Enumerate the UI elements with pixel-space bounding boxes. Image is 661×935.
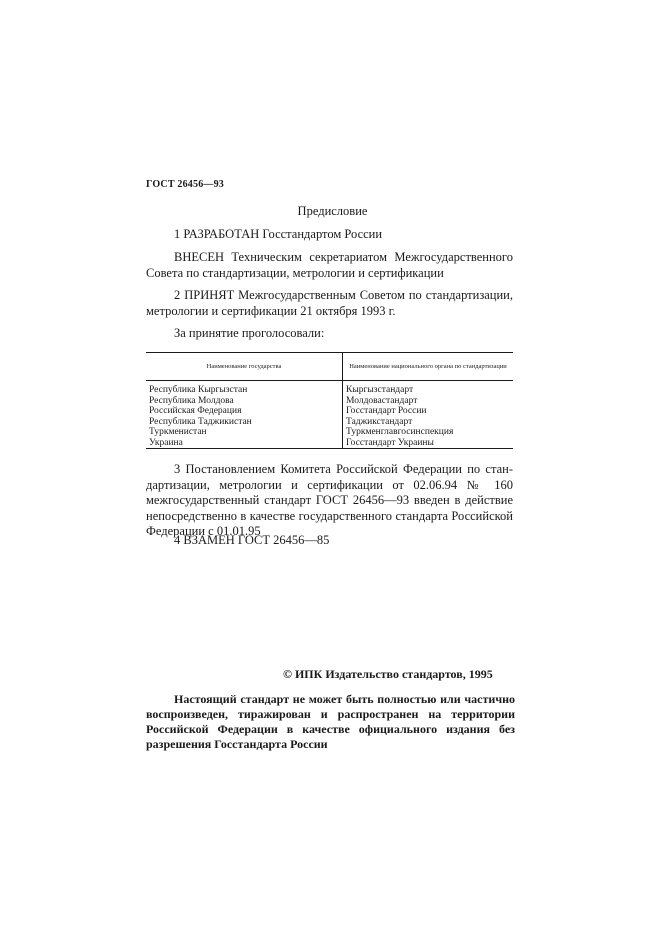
copyright-notice: © ИПК Издательство стандартов, 1995 (283, 667, 493, 681)
national-body-cell: Молдовастандарт (346, 395, 418, 406)
table-row (146, 427, 513, 438)
preface-heading: Предисловие (297, 204, 368, 218)
table-header-row (146, 353, 513, 381)
paragraph-adopted: 2 ПРИНЯТ Межгосударственным Советом по стандартизации, метрологии и сертификации 21 октября 1993 г. (146, 288, 513, 318)
state-cell: Российская Федерация (146, 406, 343, 417)
table-row (146, 396, 513, 407)
reproduction-notice: Настоящий стандарт не может быть полностью или частично воспроизведен, тиражирован и распространен на территории Российской Федерации в качестве официального издания без разрешения Госстандарта России (146, 692, 515, 751)
state-cell: Украина (146, 438, 343, 449)
paragraph-replaces: 4 ВЗАМЕН ГОСТ 26456—85 (174, 533, 330, 547)
table-row (146, 438, 513, 449)
national-body-cell: Туркменглавгосинспекция (346, 427, 454, 437)
national-body-cell: Кыргызстандарт (346, 385, 414, 395)
national-body-cell: Госстандарт России (346, 406, 427, 416)
paragraph-introduced: ВНЕСЕН Техническим секретариатом Межгосударственного Совета по стандартизации, метрологии и сертификации (146, 250, 513, 280)
column-header-state: Наименование государства (146, 353, 343, 381)
paragraph-voted: За принятие проголосовали: (174, 326, 325, 340)
voting-states-table (146, 352, 513, 449)
national-body-cell: Таджикстандарт (346, 416, 413, 427)
table-row (146, 381, 513, 396)
column-header-national-body: Наименование национального органа по стандартизации (343, 353, 514, 381)
paragraph-decree: 3 Постановлением Комитета Российской Федерации по стан- дартизации, метрологии и сертификации от 02.06.94 № 160 межгосударственный стандарт ГОСТ 26456—93 введен в действие непосредственно в качестве государственного стандарта Российской Федерации с 01.01.95 (146, 462, 513, 538)
state-cell: Туркменистан (146, 427, 343, 438)
state-cell: Республика Молдова (146, 396, 343, 407)
document-id: ГОСТ 26456—93 (146, 179, 225, 190)
national-body-cell: Госстандарт Украины (343, 438, 514, 449)
table-row (146, 406, 513, 417)
state-cell: Республика Кыргызстан (146, 381, 343, 396)
table-row (146, 417, 513, 428)
state-cell: Республика Таджикистан (146, 417, 343, 428)
paragraph-developed: 1 РАЗРАБОТАН Госстандартом России (174, 227, 383, 241)
